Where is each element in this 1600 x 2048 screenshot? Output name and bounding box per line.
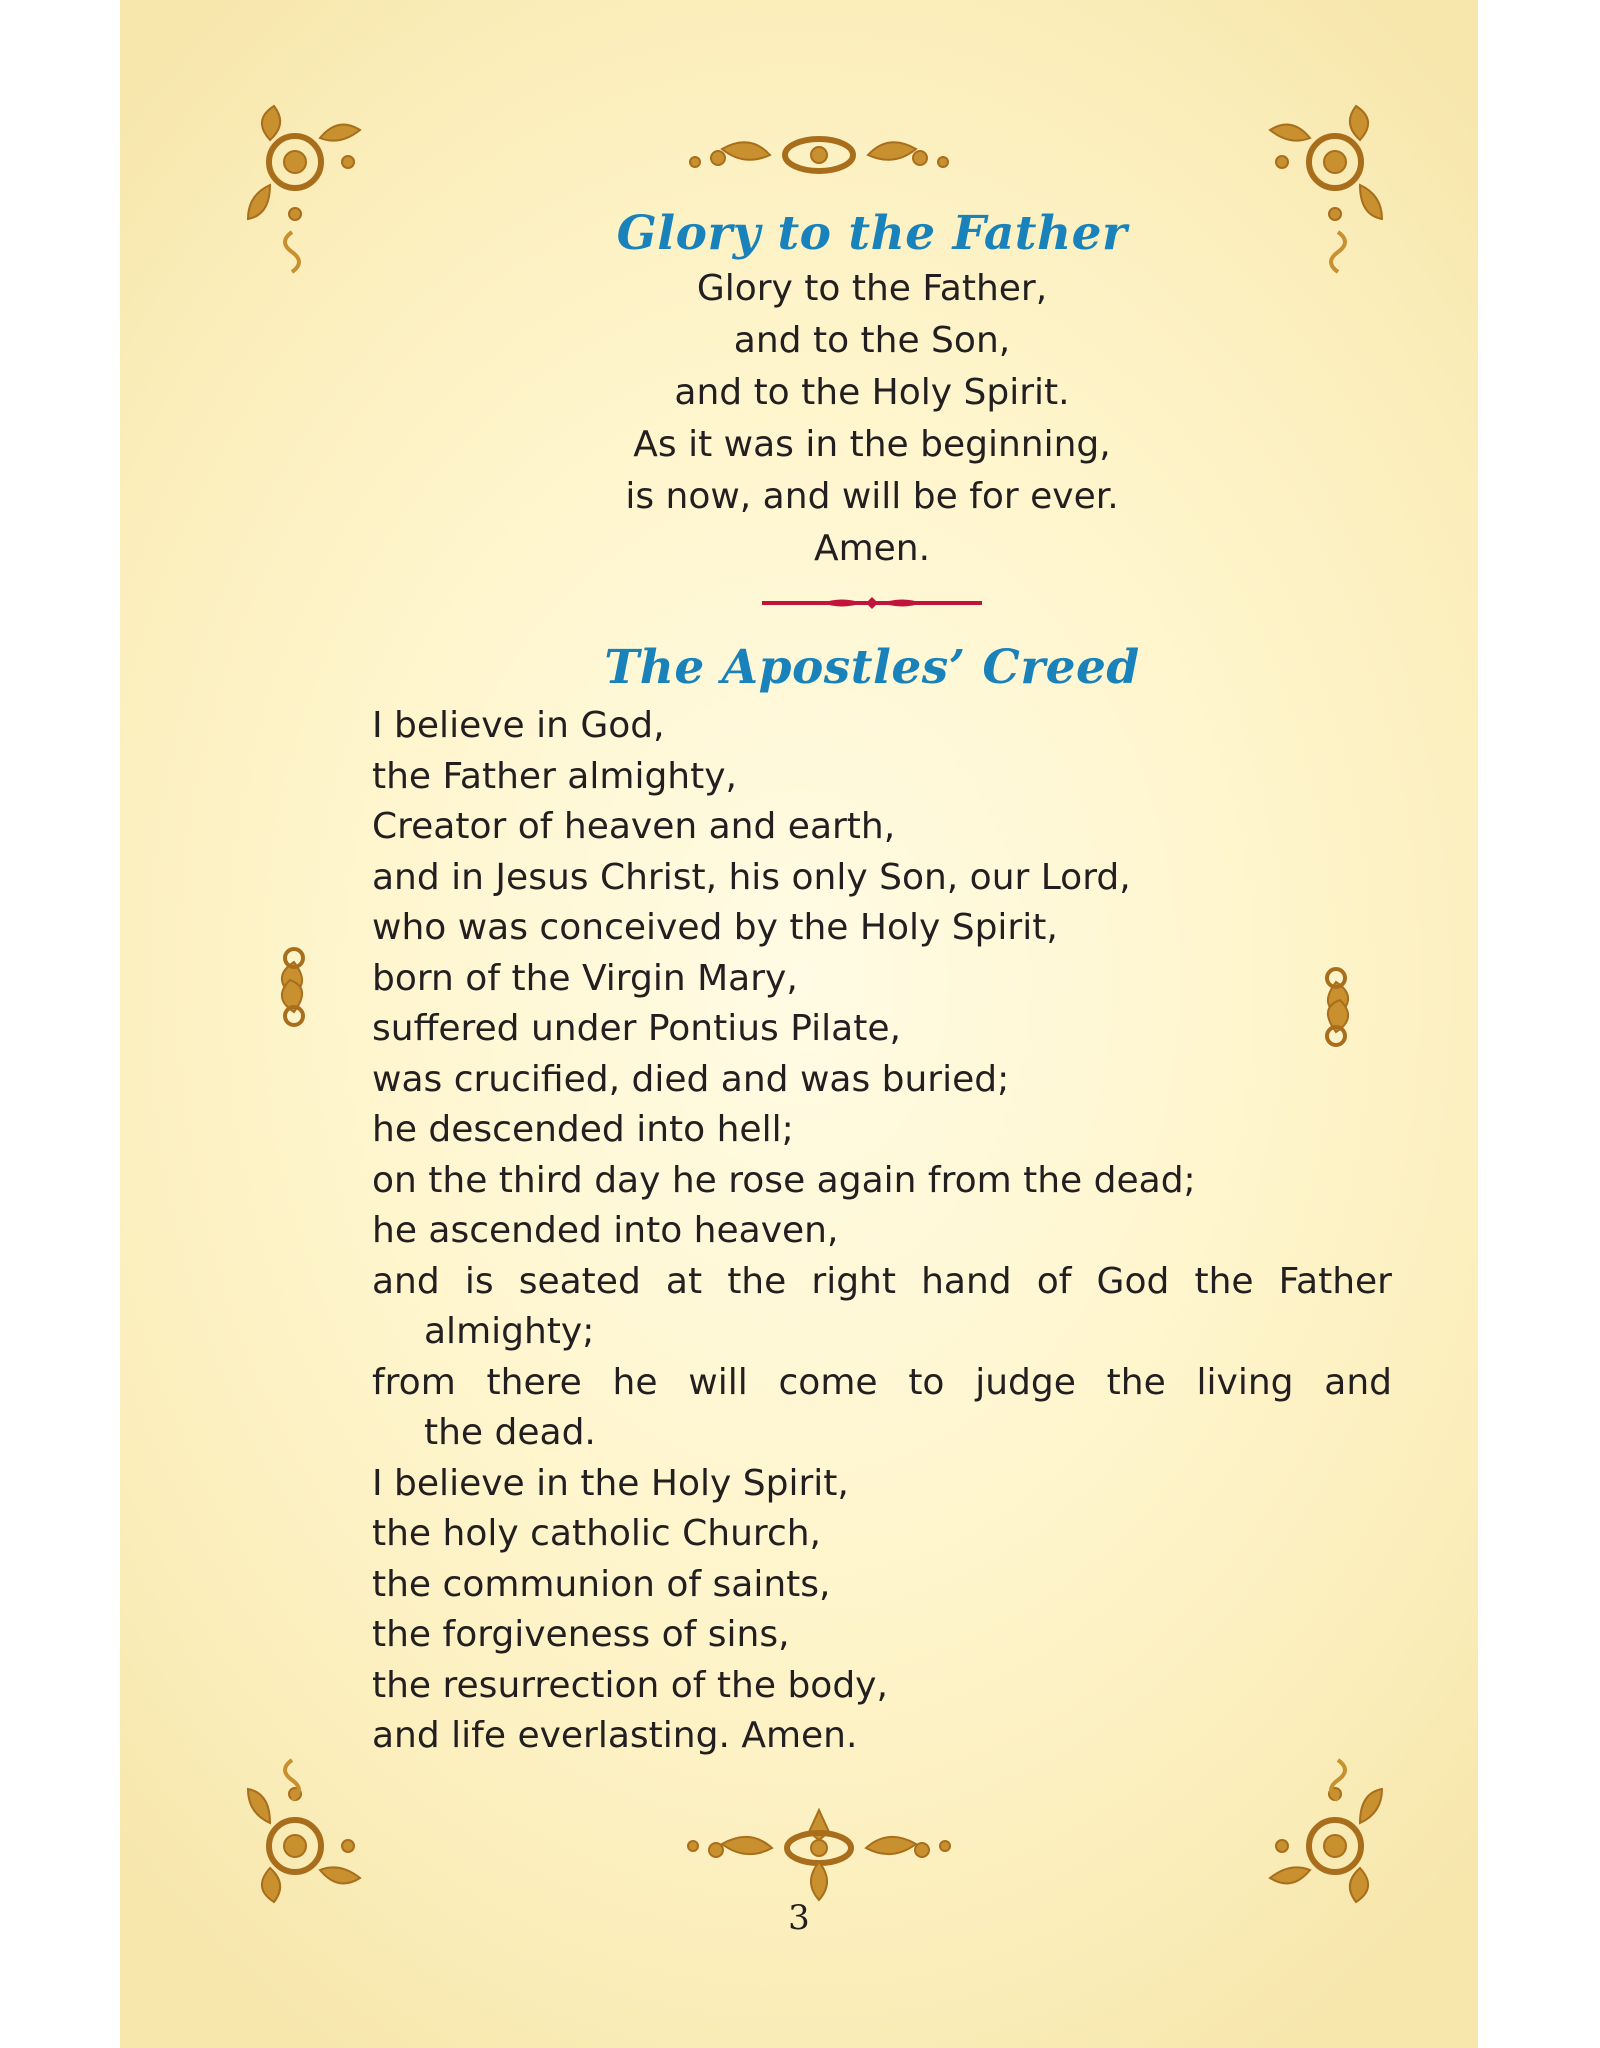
- creed-line: who was conceived by the Holy Spirit,: [372, 907, 1058, 948]
- corner-ornament-top-left: [248, 106, 360, 220]
- divider-ornament-icon: [762, 595, 982, 611]
- prayer-line: Glory to the Father,: [696, 268, 1048, 309]
- creed-line: he ascended into heaven,: [372, 1210, 839, 1251]
- glory-title: Glory to the Father: [616, 206, 1128, 261]
- creed-line: and life everlasting. Amen.: [372, 1715, 858, 1756]
- prayer-line: Amen.: [813, 528, 931, 569]
- creed-line: from there he will come to judge the living and: [372, 1361, 1392, 1403]
- creed-line: I believe in the Holy Spirit,: [372, 1462, 849, 1504]
- creed-line: the holy catholic Church,: [372, 1513, 821, 1554]
- creed-title: The Apostles’ Creed: [604, 640, 1140, 695]
- creed-line: the Father almighty,: [372, 755, 737, 797]
- prayer-line: and to the Holy Spirit.: [674, 372, 1070, 413]
- corner-ornament-top-right: [1270, 106, 1382, 220]
- creed-line: Creator of heaven and earth,: [372, 806, 896, 847]
- creed-line-continuation: the dead.: [424, 1412, 596, 1453]
- creed-line: was crucified, died and was buried;: [372, 1058, 1010, 1100]
- creed-line: the forgiveness of sins,: [372, 1614, 790, 1655]
- creed-paragraph-1: [352, 701, 1392, 1459]
- creed-line: suffered under Pontius Pilate,: [372, 1008, 901, 1049]
- creed-line: on the third day he rose again from the dead;: [372, 1159, 1196, 1201]
- creed-line-continuation: almighty;: [424, 1311, 595, 1352]
- bottom-center-ornament: [688, 1810, 950, 1900]
- prayer-line: and to the Son,: [733, 320, 1011, 361]
- creed-line: born of the Virgin Mary,: [372, 957, 798, 999]
- glory-prayer-text: [352, 263, 1392, 575]
- creed-line: and in Jesus Christ, his only Son, our Lord,: [372, 856, 1131, 898]
- section-divider: [352, 575, 1392, 639]
- corner-ornament-bottom-right: [1270, 1788, 1382, 1902]
- creed-paragraph-2: [352, 1459, 1392, 1762]
- creed-line: the resurrection of the body,: [372, 1664, 888, 1706]
- prayer-page: [120, 0, 1478, 2048]
- creed-line: I believe in God,: [372, 705, 665, 746]
- prayer-line: As it was in the beginning,: [633, 424, 1111, 465]
- prayer-line: is now, and will be for ever.: [625, 476, 1119, 517]
- corner-ornament-bottom-left: [248, 1788, 360, 1902]
- creed-line: and is seated at the right hand of God the Father: [372, 1260, 1392, 1302]
- page-content: [352, 205, 1392, 1762]
- page-number: 3: [788, 1898, 810, 1938]
- creed-line: he descended into hell;: [372, 1109, 794, 1150]
- creed-line: the communion of saints,: [372, 1563, 831, 1605]
- top-center-ornament: [690, 139, 948, 171]
